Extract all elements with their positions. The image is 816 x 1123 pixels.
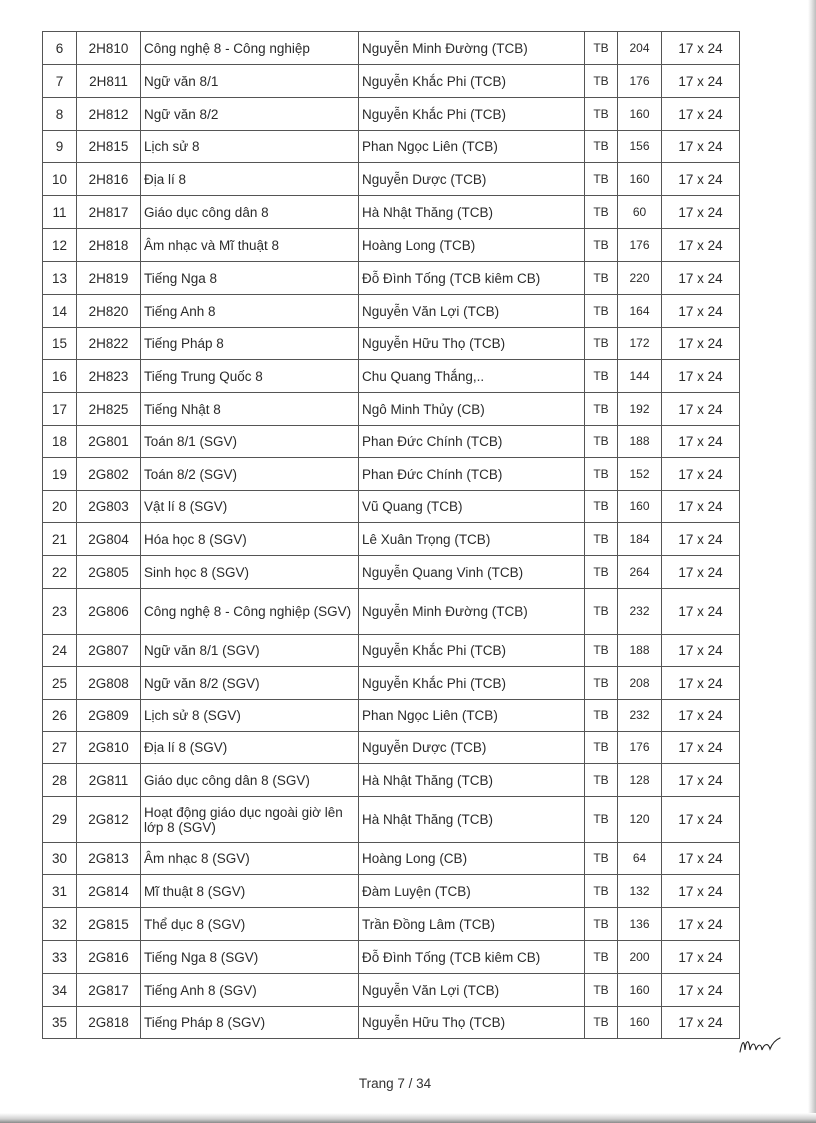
book-code: 2G806 <box>77 589 141 635</box>
book-size: 17 x 24 <box>662 393 740 426</box>
book-author: Nguyễn Khắc Phi (TCB) <box>359 65 585 98</box>
row-number: 24 <box>43 635 77 667</box>
row-number: 17 <box>43 393 77 426</box>
book-code: 2G802 <box>77 458 141 491</box>
table-row <box>43 797 740 843</box>
book-code: 2G814 <box>77 875 141 908</box>
signature-icon <box>738 1030 782 1056</box>
book-type: TB <box>585 65 618 98</box>
book-code: 2G808 <box>77 667 141 700</box>
book-title: Tiếng Nga 8 (SGV) <box>141 941 359 974</box>
book-title: Toán 8/2 (SGV) <box>141 458 359 491</box>
page-count: 188 <box>618 635 662 667</box>
table-row <box>43 295 740 328</box>
book-code: 2H819 <box>77 262 141 295</box>
page-count: 200 <box>618 941 662 974</box>
book-type: TB <box>585 843 618 875</box>
book-type: TB <box>585 393 618 426</box>
row-number: 15 <box>43 328 77 360</box>
book-size: 17 x 24 <box>662 1007 740 1039</box>
book-code: 2H822 <box>77 328 141 360</box>
book-type: TB <box>585 98 618 131</box>
page-count: 64 <box>618 843 662 875</box>
page-count: 176 <box>618 65 662 98</box>
table-row <box>43 974 740 1007</box>
page-count: 232 <box>618 589 662 635</box>
table-row <box>43 667 740 700</box>
row-number: 18 <box>43 426 77 458</box>
book-size: 17 x 24 <box>662 32 740 65</box>
row-number: 19 <box>43 458 77 491</box>
row-number: 29 <box>43 797 77 843</box>
book-type: TB <box>585 667 618 700</box>
book-code: 2H810 <box>77 32 141 65</box>
page-count: 144 <box>618 360 662 393</box>
book-author: Hà Nhật Thăng (TCB) <box>359 797 585 843</box>
book-author: Nguyễn Minh Đường (TCB) <box>359 32 585 65</box>
row-number: 20 <box>43 491 77 523</box>
table-row <box>43 262 740 295</box>
book-code: 2G801 <box>77 426 141 458</box>
book-size: 17 x 24 <box>662 426 740 458</box>
book-author: Ngô Minh Thủy (CB) <box>359 393 585 426</box>
row-number: 27 <box>43 732 77 764</box>
book-type: TB <box>585 196 618 229</box>
book-type: TB <box>585 360 618 393</box>
page-count: 160 <box>618 1007 662 1039</box>
book-title: Công nghệ 8 - Công nghiệp (SGV) <box>141 589 359 635</box>
book-author: Hà Nhật Thăng (TCB) <box>359 764 585 797</box>
book-size: 17 x 24 <box>662 941 740 974</box>
book-type: TB <box>585 523 618 556</box>
row-number: 8 <box>43 98 77 131</box>
page-count: 120 <box>618 797 662 843</box>
book-title: Tiếng Pháp 8 (SGV) <box>141 1007 359 1039</box>
book-author: Nguyễn Dược (TCB) <box>359 163 585 196</box>
book-size: 17 x 24 <box>662 295 740 328</box>
book-type: TB <box>585 32 618 65</box>
book-title: Giáo dục công dân 8 (SGV) <box>141 764 359 797</box>
page-number: Trang 7 / 34 <box>358 1076 432 1091</box>
book-author: Nguyễn Quang Vinh (TCB) <box>359 556 585 589</box>
book-title: Địa lí 8 <box>141 163 359 196</box>
book-author: Trần Đồng Lâm (TCB) <box>359 908 585 941</box>
page-count: 220 <box>618 262 662 295</box>
page-count: 128 <box>618 764 662 797</box>
row-number: 25 <box>43 667 77 700</box>
book-code: 2H817 <box>77 196 141 229</box>
book-type: TB <box>585 556 618 589</box>
book-type: TB <box>585 328 618 360</box>
row-number: 6 <box>43 32 77 65</box>
book-title: Âm nhạc 8 (SGV) <box>141 843 359 875</box>
scan-edge-right <box>808 0 816 1123</box>
book-title: Vật lí 8 (SGV) <box>141 491 359 523</box>
table-row <box>43 196 740 229</box>
table-row <box>43 700 740 732</box>
row-number: 12 <box>43 229 77 262</box>
book-size: 17 x 24 <box>662 262 740 295</box>
page-count: 232 <box>618 700 662 732</box>
page-count: 156 <box>618 131 662 163</box>
row-number: 28 <box>43 764 77 797</box>
page-footer <box>0 1076 790 1091</box>
book-author: Đàm Luyện (TCB) <box>359 875 585 908</box>
book-type: TB <box>585 974 618 1007</box>
page-count: 192 <box>618 393 662 426</box>
book-type: TB <box>585 875 618 908</box>
book-author: Nguyễn Hữu Thọ (TCB) <box>359 1007 585 1039</box>
book-code: 2G803 <box>77 491 141 523</box>
book-title: Lịch sử 8 (SGV) <box>141 700 359 732</box>
book-code: 2H811 <box>77 65 141 98</box>
book-title: Tiếng Pháp 8 <box>141 328 359 360</box>
page-count: 160 <box>618 491 662 523</box>
book-code: 2G811 <box>77 764 141 797</box>
row-number: 32 <box>43 908 77 941</box>
page-count: 132 <box>618 875 662 908</box>
book-title: Tiếng Nga 8 <box>141 262 359 295</box>
book-code: 2H816 <box>77 163 141 196</box>
table-row <box>43 732 740 764</box>
table-row <box>43 589 740 635</box>
book-size: 17 x 24 <box>662 229 740 262</box>
book-code: 2G816 <box>77 941 141 974</box>
book-size: 17 x 24 <box>662 635 740 667</box>
book-author: Đỗ Đình Tống (TCB kiêm CB) <box>359 262 585 295</box>
table-row <box>43 360 740 393</box>
book-author: Nguyễn Khắc Phi (TCB) <box>359 635 585 667</box>
book-author: Hoàng Long (TCB) <box>359 229 585 262</box>
table-row <box>43 163 740 196</box>
page-count: 188 <box>618 426 662 458</box>
book-size: 17 x 24 <box>662 163 740 196</box>
page-count: 152 <box>618 458 662 491</box>
page-count: 208 <box>618 667 662 700</box>
book-title: Tiếng Nhật 8 <box>141 393 359 426</box>
table-row <box>43 635 740 667</box>
book-code: 2G812 <box>77 797 141 843</box>
page-count: 176 <box>618 732 662 764</box>
table-row <box>43 523 740 556</box>
book-title: Ngữ văn 8/2 <box>141 98 359 131</box>
book-type: TB <box>585 458 618 491</box>
book-size: 17 x 24 <box>662 556 740 589</box>
book-code: 2G804 <box>77 523 141 556</box>
table-row <box>43 131 740 163</box>
book-size: 17 x 24 <box>662 328 740 360</box>
book-type: TB <box>585 295 618 328</box>
book-code: 2H820 <box>77 295 141 328</box>
book-author: Nguyễn Hữu Thọ (TCB) <box>359 328 585 360</box>
book-code: 2G807 <box>77 635 141 667</box>
table-row <box>43 843 740 875</box>
book-type: TB <box>585 589 618 635</box>
book-type: TB <box>585 700 618 732</box>
book-type: TB <box>585 426 618 458</box>
book-title: Âm nhạc và Mĩ thuật 8 <box>141 229 359 262</box>
page-count: 136 <box>618 908 662 941</box>
book-title: Toán 8/1 (SGV) <box>141 426 359 458</box>
page-count: 176 <box>618 229 662 262</box>
book-size: 17 x 24 <box>662 667 740 700</box>
row-number: 11 <box>43 196 77 229</box>
book-author: Phan Ngọc Liên (TCB) <box>359 700 585 732</box>
table-row <box>43 32 740 65</box>
book-author: Phan Đức Chính (TCB) <box>359 458 585 491</box>
book-type: TB <box>585 732 618 764</box>
book-type: TB <box>585 229 618 262</box>
scan-edge-bottom <box>0 1113 816 1123</box>
page-count: 160 <box>618 163 662 196</box>
page-count: 164 <box>618 295 662 328</box>
book-title: Tiếng Anh 8 (SGV) <box>141 974 359 1007</box>
book-list-table <box>42 31 740 1039</box>
book-size: 17 x 24 <box>662 360 740 393</box>
table-row <box>43 328 740 360</box>
book-size: 17 x 24 <box>662 458 740 491</box>
table-row <box>43 764 740 797</box>
book-type: TB <box>585 131 618 163</box>
book-code: 2H812 <box>77 98 141 131</box>
book-size: 17 x 24 <box>662 196 740 229</box>
book-author: Lê Xuân Trọng (TCB) <box>359 523 585 556</box>
table-row <box>43 491 740 523</box>
row-number: 31 <box>43 875 77 908</box>
row-number: 13 <box>43 262 77 295</box>
book-author: Nguyễn Văn Lợi (TCB) <box>359 974 585 1007</box>
book-type: TB <box>585 491 618 523</box>
book-type: TB <box>585 163 618 196</box>
row-number: 23 <box>43 589 77 635</box>
page-count: 60 <box>618 196 662 229</box>
row-number: 16 <box>43 360 77 393</box>
book-type: TB <box>585 908 618 941</box>
book-code: 2G815 <box>77 908 141 941</box>
book-size: 17 x 24 <box>662 732 740 764</box>
book-code: 2G818 <box>77 1007 141 1039</box>
table-row <box>43 458 740 491</box>
page-count: 160 <box>618 974 662 1007</box>
row-number: 9 <box>43 131 77 163</box>
row-number: 10 <box>43 163 77 196</box>
book-size: 17 x 24 <box>662 523 740 556</box>
book-author: Nguyễn Khắc Phi (TCB) <box>359 667 585 700</box>
table-body <box>43 32 740 1039</box>
book-title: Tiếng Trung Quốc 8 <box>141 360 359 393</box>
book-title: Mĩ thuật 8 (SGV) <box>141 875 359 908</box>
book-code: 2H823 <box>77 360 141 393</box>
book-title: Hoạt động giáo dục ngoài giờ lên lớp 8 (SGV) <box>141 797 359 843</box>
book-title: Địa lí 8 (SGV) <box>141 732 359 764</box>
book-title: Công nghệ 8 - Công nghiệp <box>141 32 359 65</box>
book-author: Phan Ngọc Liên (TCB) <box>359 131 585 163</box>
row-number: 7 <box>43 65 77 98</box>
book-author: Hà Nhật Thăng (TCB) <box>359 196 585 229</box>
table-row <box>43 875 740 908</box>
page-count: 204 <box>618 32 662 65</box>
book-title: Giáo dục công dân 8 <box>141 196 359 229</box>
book-author: Nguyễn Dược (TCB) <box>359 732 585 764</box>
table-row <box>43 1007 740 1039</box>
table-row <box>43 426 740 458</box>
table-row <box>43 65 740 98</box>
row-number: 30 <box>43 843 77 875</box>
book-size: 17 x 24 <box>662 589 740 635</box>
table-row <box>43 556 740 589</box>
book-size: 17 x 24 <box>662 797 740 843</box>
book-type: TB <box>585 797 618 843</box>
book-code: 2G810 <box>77 732 141 764</box>
book-title: Ngữ văn 8/1 <box>141 65 359 98</box>
book-code: 2H818 <box>77 229 141 262</box>
book-type: TB <box>585 1007 618 1039</box>
book-code: 2G805 <box>77 556 141 589</box>
book-code: 2G813 <box>77 843 141 875</box>
book-size: 17 x 24 <box>662 491 740 523</box>
book-type: TB <box>585 262 618 295</box>
book-size: 17 x 24 <box>662 974 740 1007</box>
table-row <box>43 941 740 974</box>
row-number: 26 <box>43 700 77 732</box>
book-size: 17 x 24 <box>662 875 740 908</box>
book-author: Chu Quang Thắng,.. <box>359 360 585 393</box>
page-count: 264 <box>618 556 662 589</box>
page-count: 160 <box>618 98 662 131</box>
book-author: Nguyễn Khắc Phi (TCB) <box>359 98 585 131</box>
book-size: 17 x 24 <box>662 843 740 875</box>
book-type: TB <box>585 764 618 797</box>
book-title: Ngữ văn 8/1 (SGV) <box>141 635 359 667</box>
book-type: TB <box>585 941 618 974</box>
row-number: 14 <box>43 295 77 328</box>
book-size: 17 x 24 <box>662 65 740 98</box>
book-title: Tiếng Anh 8 <box>141 295 359 328</box>
book-author: Đỗ Đình Tống (TCB kiêm CB) <box>359 941 585 974</box>
book-title: Lịch sử 8 <box>141 131 359 163</box>
book-code: 2G809 <box>77 700 141 732</box>
book-size: 17 x 24 <box>662 908 740 941</box>
book-title: Ngữ văn 8/2 (SGV) <box>141 667 359 700</box>
book-code: 2G817 <box>77 974 141 1007</box>
book-author: Vũ Quang (TCB) <box>359 491 585 523</box>
table-row <box>43 908 740 941</box>
book-title: Sinh học 8 (SGV) <box>141 556 359 589</box>
table-row <box>43 98 740 131</box>
table-row <box>43 393 740 426</box>
book-size: 17 x 24 <box>662 98 740 131</box>
book-code: 2H815 <box>77 131 141 163</box>
book-type: TB <box>585 635 618 667</box>
row-number: 33 <box>43 941 77 974</box>
book-author: Hoàng Long (CB) <box>359 843 585 875</box>
row-number: 22 <box>43 556 77 589</box>
table-row <box>43 229 740 262</box>
book-author: Nguyễn Văn Lợi (TCB) <box>359 295 585 328</box>
book-size: 17 x 24 <box>662 131 740 163</box>
book-code: 2H825 <box>77 393 141 426</box>
book-author: Phan Đức Chính (TCB) <box>359 426 585 458</box>
book-size: 17 x 24 <box>662 764 740 797</box>
book-title: Thể dục 8 (SGV) <box>141 908 359 941</box>
book-author: Nguyễn Minh Đường (TCB) <box>359 589 585 635</box>
page-count: 184 <box>618 523 662 556</box>
row-number: 34 <box>43 974 77 1007</box>
row-number: 21 <box>43 523 77 556</box>
row-number: 35 <box>43 1007 77 1039</box>
page-count: 172 <box>618 328 662 360</box>
book-size: 17 x 24 <box>662 700 740 732</box>
book-title: Hóa học 8 (SGV) <box>141 523 359 556</box>
